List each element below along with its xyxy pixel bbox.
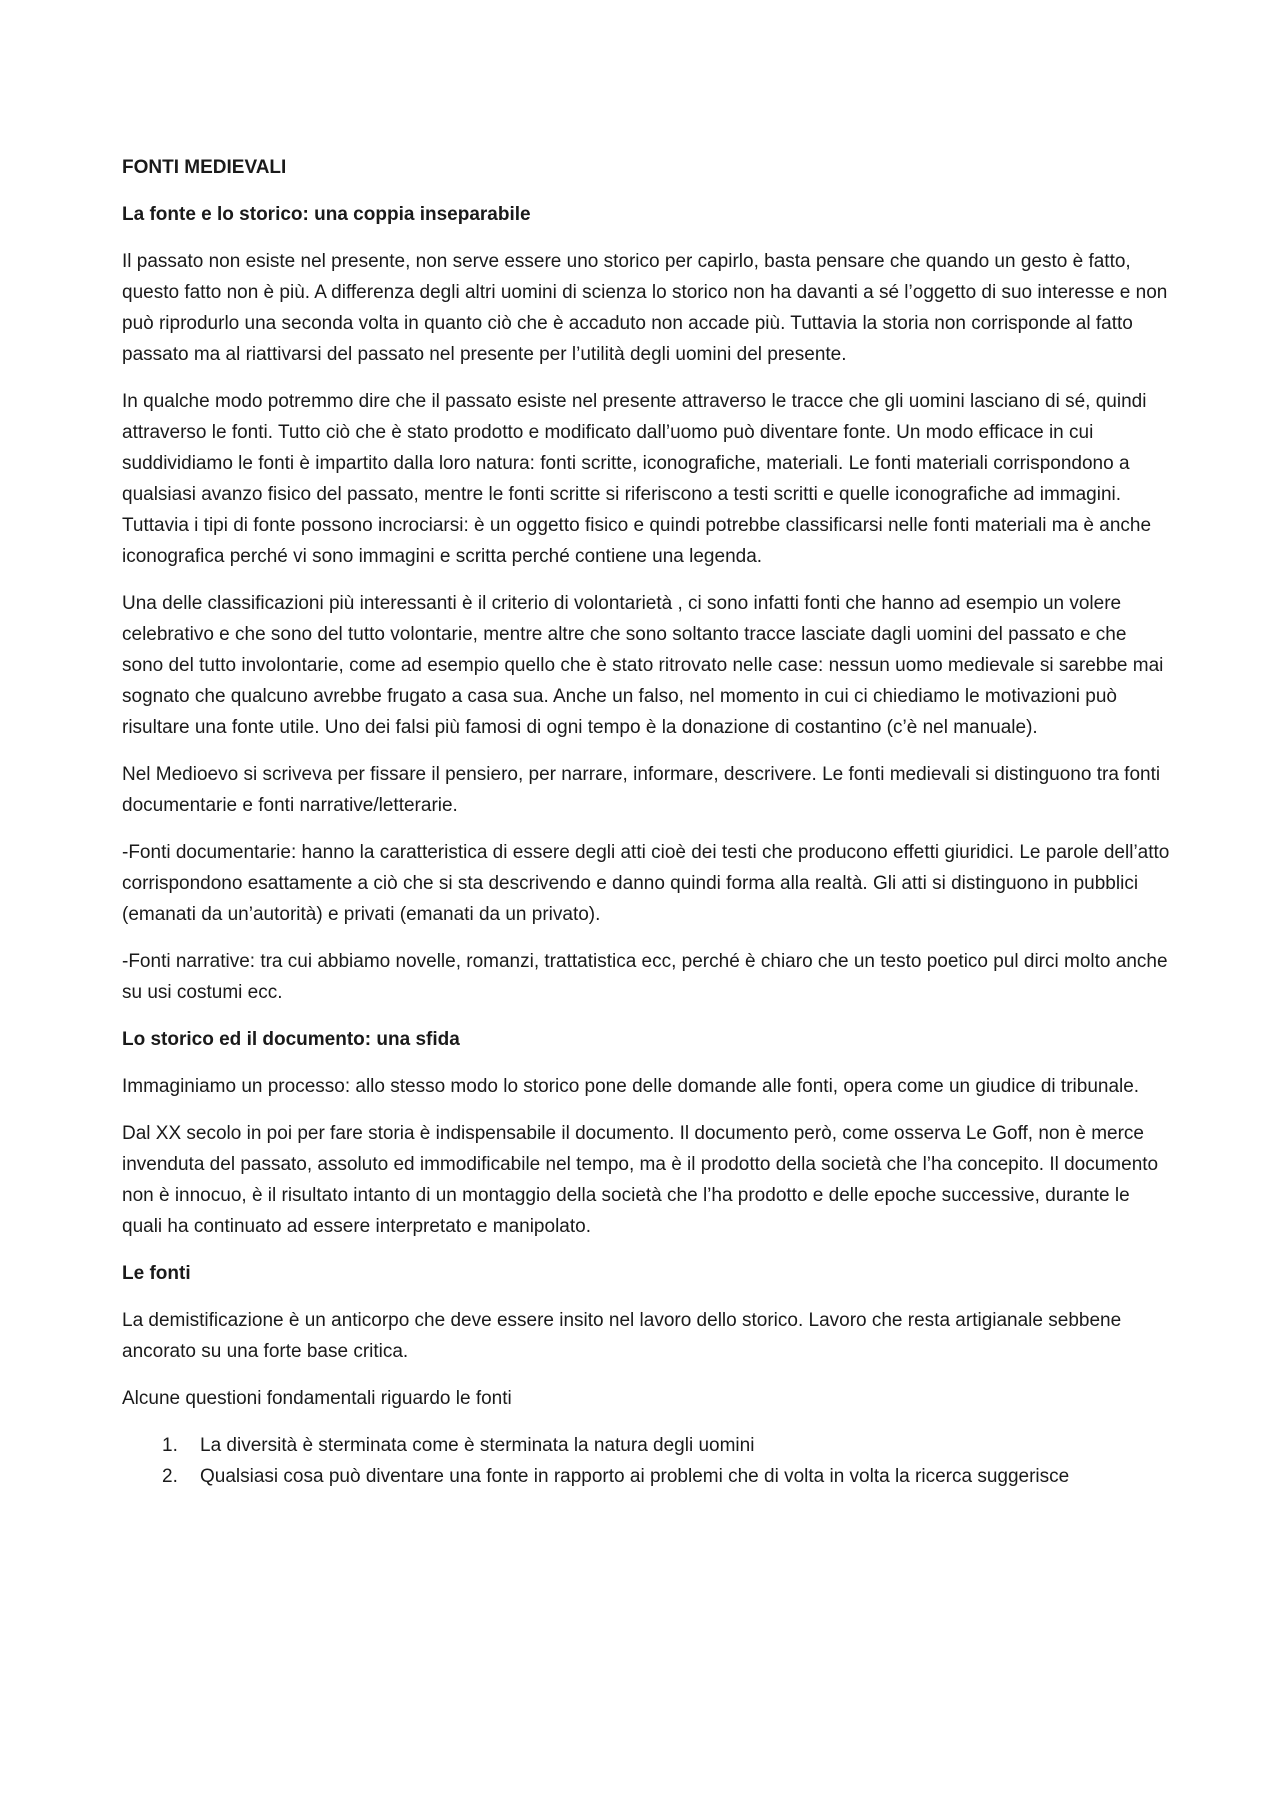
numbered-list <box>122 1430 1172 1492</box>
paragraph: Dal XX secolo in poi per fare storia è indispensabile il documento. Il documento però, come osserva Le Goff, non è merce invenduta del passato, assoluto ed immodificabile nel tempo, ma è il prodotto della società che l’ha concepito. Il documento non è innocuo, è il risultato intanto di un montaggio della società che l’ha prodotto e delle epoche successive, durante le quali ha continuato ad essere interpretato e manipolato. <box>122 1123 1159 1237</box>
paragraph: Immaginiamo un processo: allo stesso modo lo storico pone delle domande alle fonti, opera come un giudice di tribunale. <box>122 1076 1140 1097</box>
section-heading: La fonte e lo storico: una coppia inseparabile <box>122 204 531 225</box>
list-item <box>122 1461 1172 1492</box>
section-heading: Lo storico ed il documento: una sfida <box>122 1029 460 1050</box>
paragraph: Una delle classificazioni più interessanti è il criterio di volontarietà , ci sono infatti fonti che hanno ad esempio un volere celebrativo e che sono del tutto volontarie, mentre altre che sono soltanto tracce lasciate dagli uomini del passato e che sono del tutto involontarie, come ad esempio quello che è stato ritrovato nelle case: nessun uomo medievale si sarebbe mai sognato che qualcuno avrebbe frugato a casa sua. Anche un falso, nel momento in cui ci chiediamo le motivazioni può risultare una fonte utile. Uno dei falsi più famosi di ogni tempo è la donazione di costantino (c’è nel manuale). <box>122 593 1164 738</box>
paragraph: In qualche modo potremmo dire che il passato esiste nel presente attraverso le tracce che gli uomini lasciano di sé, quindi attraverso le fonti. Tutto ciò che è stato prodotto e modificato dall’uomo può diventare fonte. Un modo efficace in cui suddividiamo le fonti è impartito dalla loro natura: fonti scritte, iconografiche, materiali. Le fonti materiali corrispondono a qualsiasi avanzo fisico del passato, mentre le fonti scritte si riferiscono a testi scritti e quelle iconografiche ad immagini. Tuttavia i tipi di fonte possono incrociarsi: è un oggetto fisico e quindi potrebbe classificarsi nelle fonti materiali ma è anche iconografica perché vi sono immagini e scritta perché contiene una legenda. <box>122 391 1152 567</box>
paragraph: -Fonti narrative: tra cui abbiamo novelle, romanzi, trattatistica ecc, perché è chiaro che un testo poetico pul dirci molto anche su usi costumi ecc. <box>122 951 1168 1003</box>
document-body <box>122 152 1172 1492</box>
list-item-text: La diversità è sterminata come è sterminata la natura degli uomini <box>200 1435 755 1456</box>
document-title: FONTI MEDIEVALI <box>122 157 287 178</box>
list-item <box>122 1430 1172 1461</box>
paragraph: -Fonti documentarie: hanno la caratteristica di essere degli atti cioè dei testi che producono effetti giuridici. Le parole dell’atto corrispondono esattamente a ciò che si sta descrivendo e danno quindi forma alla realtà. Gli atti si distinguono in pubblici (emanati da un’autorità) e privati (emanati da un privato). <box>122 842 1170 925</box>
section-heading: Le fonti <box>122 1263 191 1284</box>
paragraph: Alcune questioni fondamentali riguardo le fonti <box>122 1388 512 1409</box>
list-item-text: Qualsiasi cosa può diventare una fonte in rapporto ai problemi che di volta in volta la ricerca suggerisce <box>200 1466 1070 1487</box>
paragraph: La demistificazione è un anticorpo che deve essere insito nel lavoro dello storico. Lavoro che resta artigianale sebbene ancorato su una forte base critica. <box>122 1310 1122 1362</box>
list-number: 1. <box>162 1435 178 1456</box>
paragraph: Il passato non esiste nel presente, non serve essere uno storico per capirlo, basta pensare che quando un gesto è fatto, questo fatto non è più. A differenza degli altri uomini di scienza lo storico non ha davanti a sé l’oggetto di suo interesse e non può riprodurlo una seconda volta in quanto ciò che è accaduto non accade più. Tuttavia la storia non corrisponde al fatto passato ma al riattivarsi del passato nel presente per l’utilità degli uomini del presente. <box>122 251 1168 365</box>
paragraph: Nel Medioevo si scriveva per fissare il pensiero, per narrare, informare, descrivere. Le fonti medievali si distinguono tra fonti documentarie e fonti narrative/letterarie. <box>122 764 1161 816</box>
list-number: 2. <box>162 1466 178 1487</box>
